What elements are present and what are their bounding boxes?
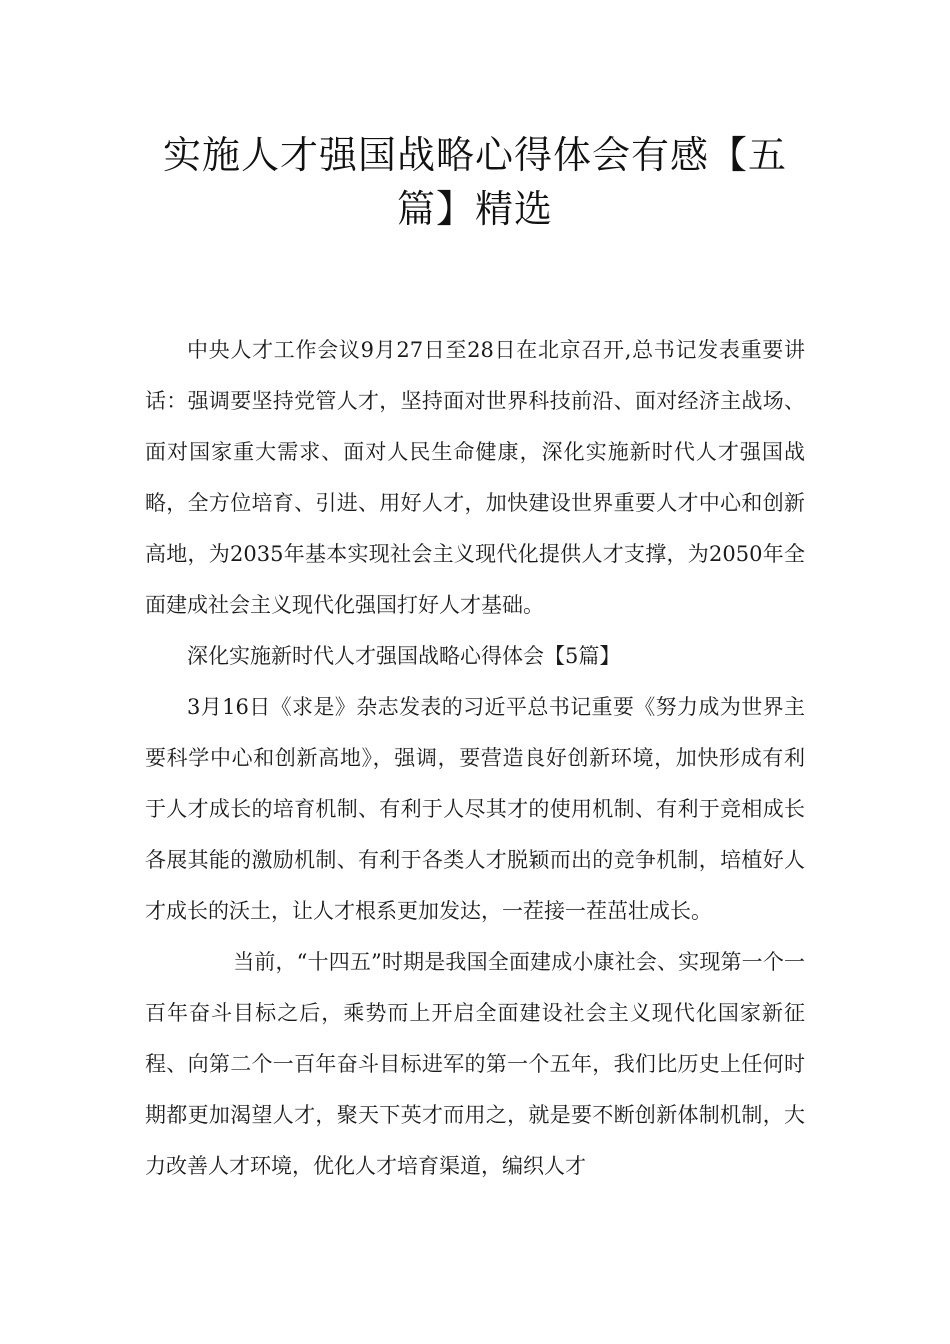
- document-title: 实施人才强国战略心得体会有感【五篇】精选: [162, 133, 787, 231]
- paragraph-meeting-intro: 中央人才工作会议9月27日至28日在北京召开,总书记发表重要讲话：强调要坚持党管人才，坚持面对世界科技前沿、面对经济主战场、面对国家重大需求、面对人民生命健康，深化实施新时代人才强国战略，全方位培育、引进、用好人才，加快建设世界重要人才中心和创新高地，为2035年基本实现社会主义现代化提供人才支撑，为2050年全面建成社会主义现代化强国打好人才基础。: [145, 338, 805, 617]
- paragraph-section-heading: 深化实施新时代人才强国战略心得体会【5篇】: [187, 644, 621, 668]
- document-body: [145, 325, 805, 1192]
- paragraph-fourteenth-five-year: 当前，“十四五”时期是我国全面建成小康社会、实现第一个一百年奋斗目标之后，乘势而上开启全面建设社会主义现代化国家新征程、向第二个一百年奋斗目标进军的第一个五年，我们比历史上任何时期都更加渴望人才，聚天下英才而用之，就是要不断创新体制机制，大力改善人才环境，优化人才培育渠道，编织人才: [145, 950, 805, 1178]
- paragraph-qiushi-article: 3月16日《求是》杂志发表的习近平总书记重要《努力成为世界主要科学中心和创新高地》，强调，要营造良好创新环境，加快形成有利于人才成长的培育机制、有利于人尽其才的使用机制、有利于竞相成长各展其能的激励机制、有利于各类人才脱颖而出的竞争机制，培植好人才成长的沃土，让人才根系更加发达，一茬接一茬茁壮成长。: [145, 695, 805, 923]
